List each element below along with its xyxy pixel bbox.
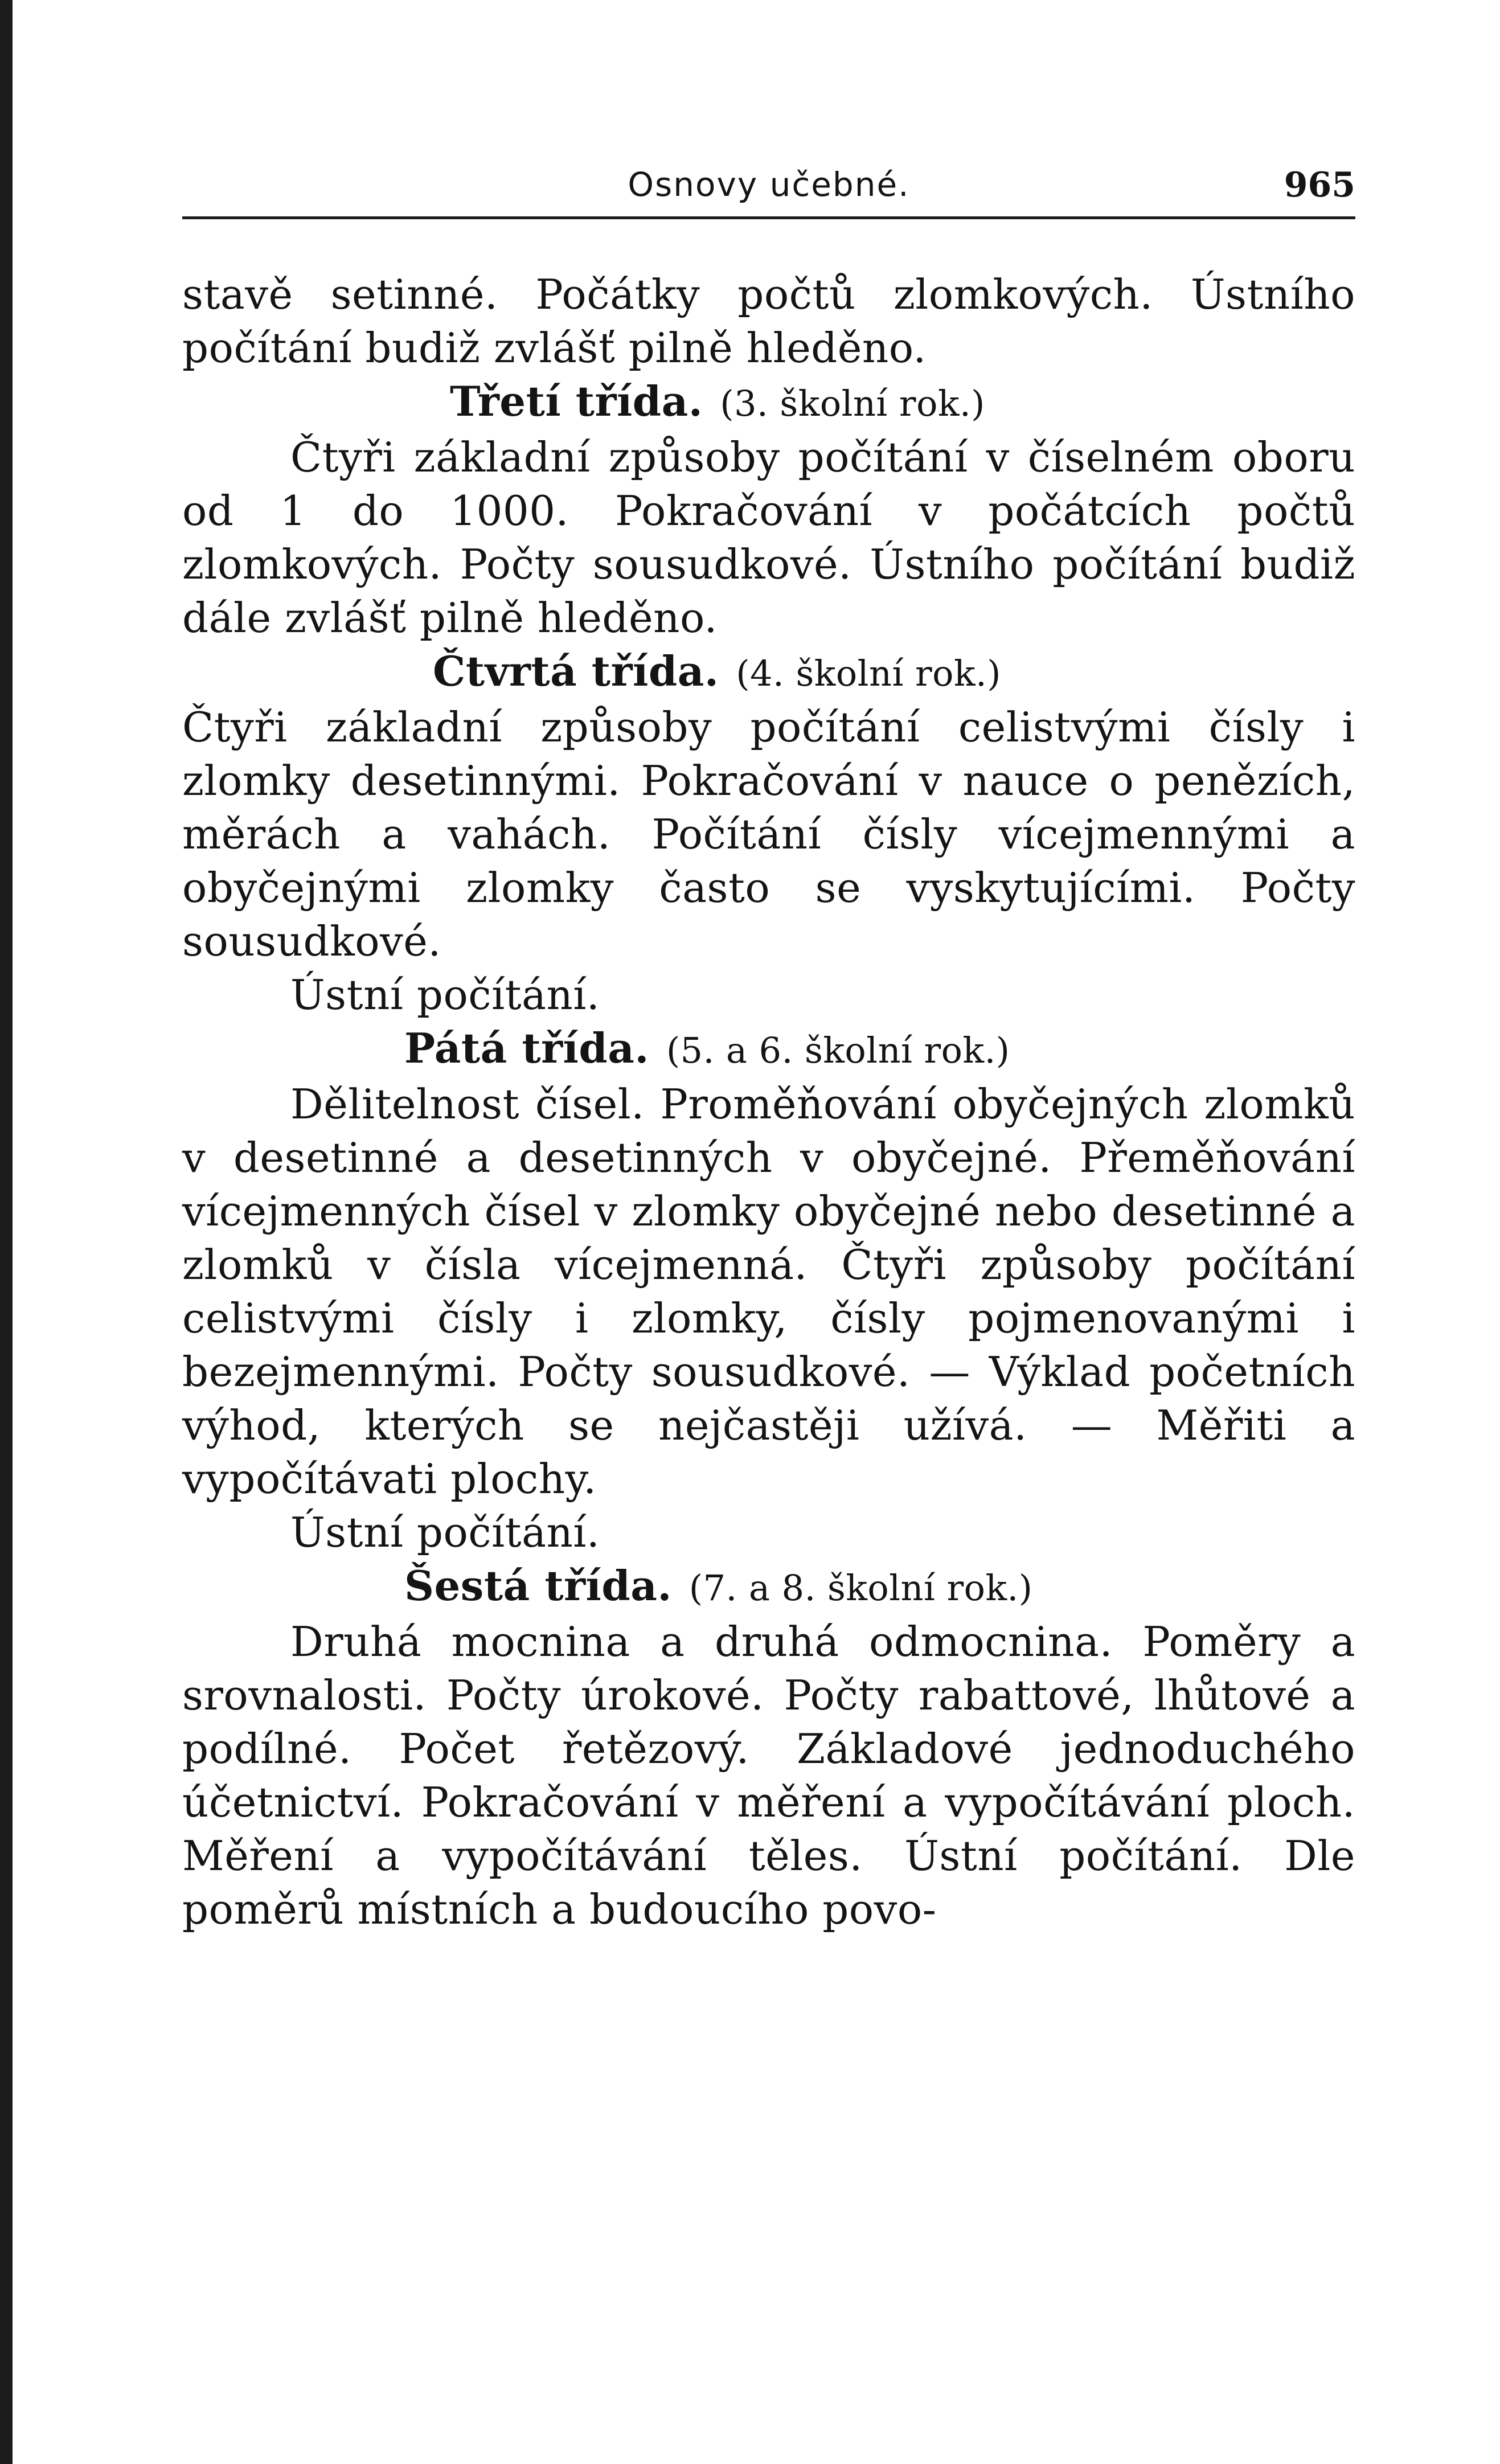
section-title: Šestá třída. bbox=[404, 1561, 672, 1610]
section-paragraph-4: Čtyři základní způsoby počítání celistvými čísly i zlomky desetinnými. Pokračování v nauce o penězích, měrách a vahách. Počítání čísly vícejmennými a obyčejnými zlomky často se vyskytujícími. Počty sousudkové. bbox=[182, 703, 1355, 965]
section-paragraph-3: Čtyři základní způsoby počítání v číselném oboru od 1 do 1000. Pokračování v počátcích počtů zlomkových. Počty sousudkové. Ústního počítání budiž dále zvlášť pilně hleděno. bbox=[182, 433, 1355, 642]
section-paragraph-6: Druhá mocnina a druhá odmocnina. Poměry a srovnalosti. Počty úrokové. Počty rabattové, lhůtové a podílné. Počet řetězový. Základové jednoduchého účetnictví. Pokračování v měření a vypočítávání ploch. Měření a vypočítávání těles. Ústní počítání. Dle poměrů místních a budoucího povo- bbox=[182, 1618, 1355, 1933]
section-year: (3. školní rok.) bbox=[720, 383, 985, 424]
section-extra-5: Ústní počítání. bbox=[290, 1508, 600, 1556]
book-spine-edge bbox=[0, 0, 13, 2464]
section-year: (7. a 8. školní rok.) bbox=[688, 1567, 1033, 1609]
section-year: (4. školní rok.) bbox=[736, 653, 1001, 694]
header-rule bbox=[182, 216, 1355, 219]
book-page bbox=[182, 154, 1355, 1936]
page-number: 965 bbox=[1284, 165, 1355, 205]
section-paragraph-5: Dělitelnost čísel. Proměňování obyčejných zlomků v desetinné a desetinných v obyčejné. Přeměňování vícejmenných čísel v zlomky obyčejné nebo desetinné a zlomků v čísla vícejmenná. Čtyři způsoby počítání celistvými čísly i zlomky, čísly pojmenovanými i bezejmennými. Počty sousudkové. — Výklad početních výhod, kterých se nejčastěji užívá. — Měřiti a vypočítávati plochy. bbox=[182, 1080, 1355, 1503]
page-content bbox=[182, 268, 1355, 1936]
section-title: Čtvrtá třída. bbox=[433, 647, 719, 695]
section-heading-3 bbox=[182, 375, 1355, 431]
section-extra-4: Ústní počítání. bbox=[290, 971, 600, 1019]
section-heading-6 bbox=[182, 1559, 1355, 1615]
section-heading-5 bbox=[182, 1022, 1355, 1077]
section-heading-4 bbox=[182, 645, 1355, 700]
section-title: Třetí třída. bbox=[450, 377, 703, 425]
running-title: Osnovy učebné. bbox=[628, 165, 910, 204]
section-year: (5. a 6. školní rok.) bbox=[666, 1030, 1010, 1071]
section-title: Pátá třída. bbox=[404, 1024, 649, 1072]
page-header bbox=[182, 154, 1355, 216]
intro-paragraph: stavě setinné. Počátky počtů zlomkových. Ústního počítání budiž zvlášť pilně hleděno. bbox=[182, 270, 1355, 372]
